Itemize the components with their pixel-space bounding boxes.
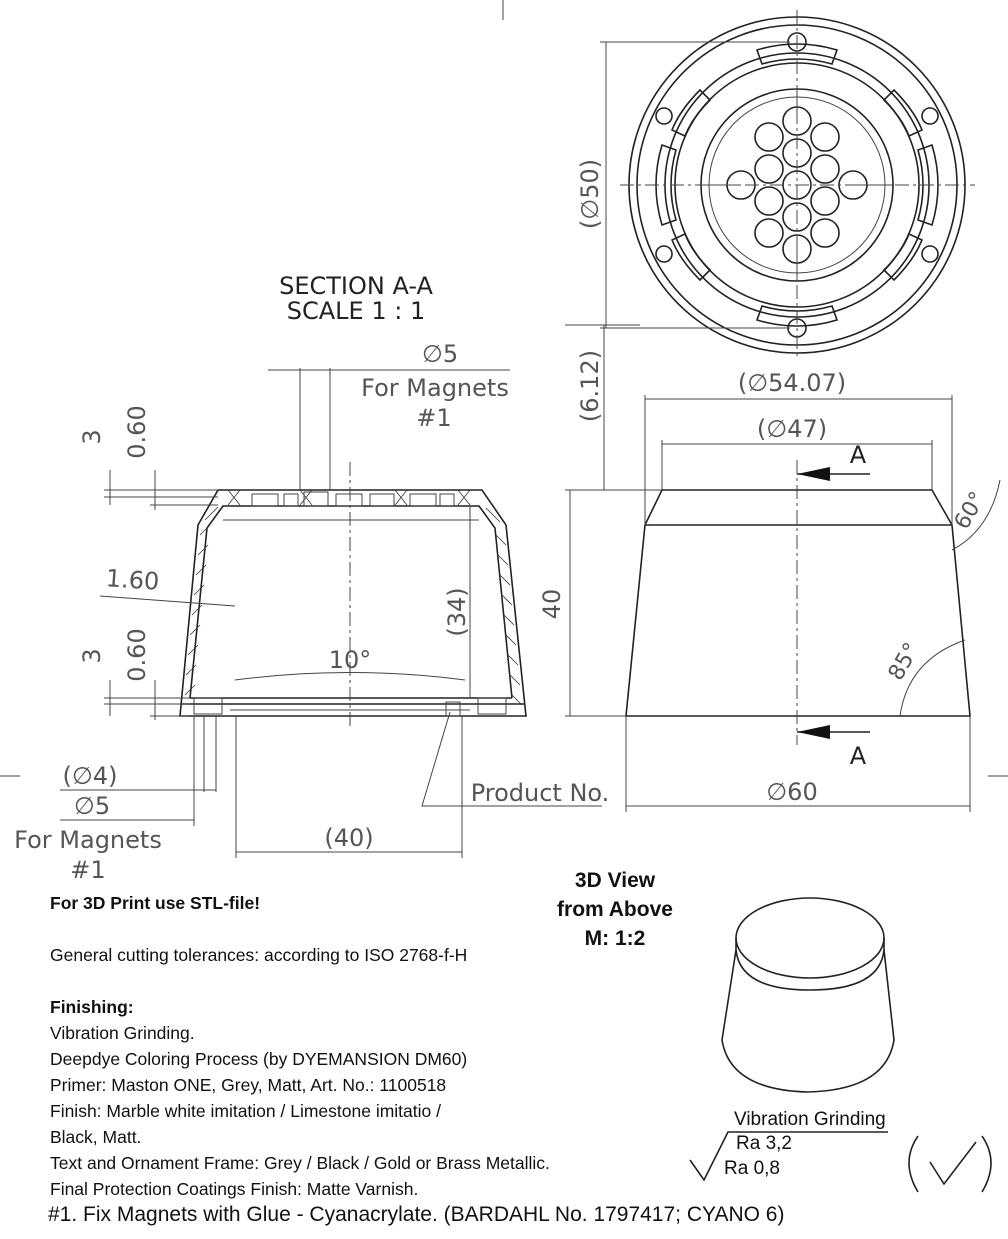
global-paren-left (909, 1136, 918, 1192)
section-scale: SCALE 1 : 1 (286, 297, 426, 325)
section-outline (180, 490, 526, 716)
dim-d4: (∅4) (62, 762, 118, 790)
top-view (576, 10, 975, 360)
product-no-label: Product No. (470, 779, 610, 807)
dim-060-top: 0.60 (123, 405, 151, 459)
section-title: SECTION A-A (279, 272, 433, 300)
view-3d-line3: M: 1:2 (584, 927, 646, 950)
dim-3-top: 3 (78, 429, 106, 445)
dim-160-leader (100, 596, 235, 606)
note-tolerances: General cutting tolerances: according to ISO 2768-f-H (50, 945, 468, 965)
dim-40-horizontal: (40) (324, 824, 374, 852)
dim-for-magnets-top: For Magnets (361, 374, 509, 402)
side-outline (626, 490, 970, 716)
dim-for-magnets-bottom: For Magnets (14, 826, 162, 854)
section-arrows (797, 467, 870, 739)
global-paren-right (982, 1136, 991, 1192)
note-finishing-line: Finish: Marble white imitation / Limestone imitatio / (50, 1101, 441, 1121)
view-3d-chamfer (736, 938, 884, 990)
arrow-a-bottom: A (849, 742, 867, 770)
view-3d-line2: from Above (557, 898, 673, 921)
note-finishing-line: Deepdye Coloring Process (by DYEMANSION DM60) (50, 1049, 468, 1069)
dim-d47: (∅47) (756, 415, 828, 443)
section-view (14, 272, 609, 884)
surface-ra1: Ra 3,2 (736, 1133, 792, 1154)
global-check-mark (930, 1142, 976, 1184)
note-finishing-line: Text and Ornament Frame: Grey / Black / Gold or Brass Metallic. (50, 1153, 550, 1173)
dim-ref1-top: #1 (416, 404, 452, 432)
notes-block (50, 890, 650, 1202)
dim-d60: ∅60 (766, 778, 818, 806)
view-3d-body (722, 950, 894, 1092)
dim-40-vertical: 40 (538, 588, 566, 620)
note-finishing-line: Primer: Maston ONE, Grey, Matt, Art. No.: 1100518 (50, 1075, 447, 1095)
dim-d50: (∅50) (576, 158, 604, 230)
note-finishing-line: Final Protection Coatings Finish: Matte Varnish. (50, 1179, 419, 1199)
dim-612: (6.12) (576, 349, 604, 423)
footnote: #1. Fix Magnets with Glue - Cyanacrylate. (BARDAHL No. 1797417; CYANO 6) (48, 1203, 785, 1226)
dim-d5407: (∅54.07) (737, 369, 847, 397)
dim-angle-10: 10° (328, 646, 372, 674)
hatch-top-plate (228, 490, 470, 505)
surface-label: Vibration Grinding (734, 1109, 886, 1130)
dim-d5-top: ∅5 (421, 340, 459, 368)
dim-3-bottom: 3 (78, 648, 106, 664)
top-left-dims (104, 470, 218, 510)
view-3d-line1: 3D View (574, 869, 656, 892)
surface-ra2: Ra 0,8 (724, 1158, 780, 1179)
side-view (538, 325, 1000, 812)
top-magnet-pockets (252, 492, 454, 506)
dim-160: 1.60 (104, 564, 161, 596)
view-3d-drawing (722, 898, 894, 1092)
dim-060-bottom: 0.60 (123, 628, 151, 682)
bottom-left-dims (104, 680, 190, 720)
dim-angle-85: 85° (883, 638, 925, 685)
dim-d5-bottom: ∅5 (73, 792, 111, 820)
dim-ref1-bottom: #1 (70, 856, 106, 884)
dim-34: (34) (443, 587, 471, 637)
note-stl: For 3D Print use STL-file! (50, 893, 261, 913)
note-finishing-line: Black, Matt. (50, 1127, 142, 1147)
dim-angle-60: 60° (949, 487, 991, 534)
arrow-a-top: A (849, 441, 867, 469)
view-3d-top-ellipse (736, 898, 884, 978)
note-finishing-line: Vibration Grinding. (50, 1023, 195, 1043)
note-finishing-title: Finishing: (50, 997, 134, 1017)
hatch-left-wall (185, 507, 218, 695)
hatch-right-wall (486, 508, 522, 705)
